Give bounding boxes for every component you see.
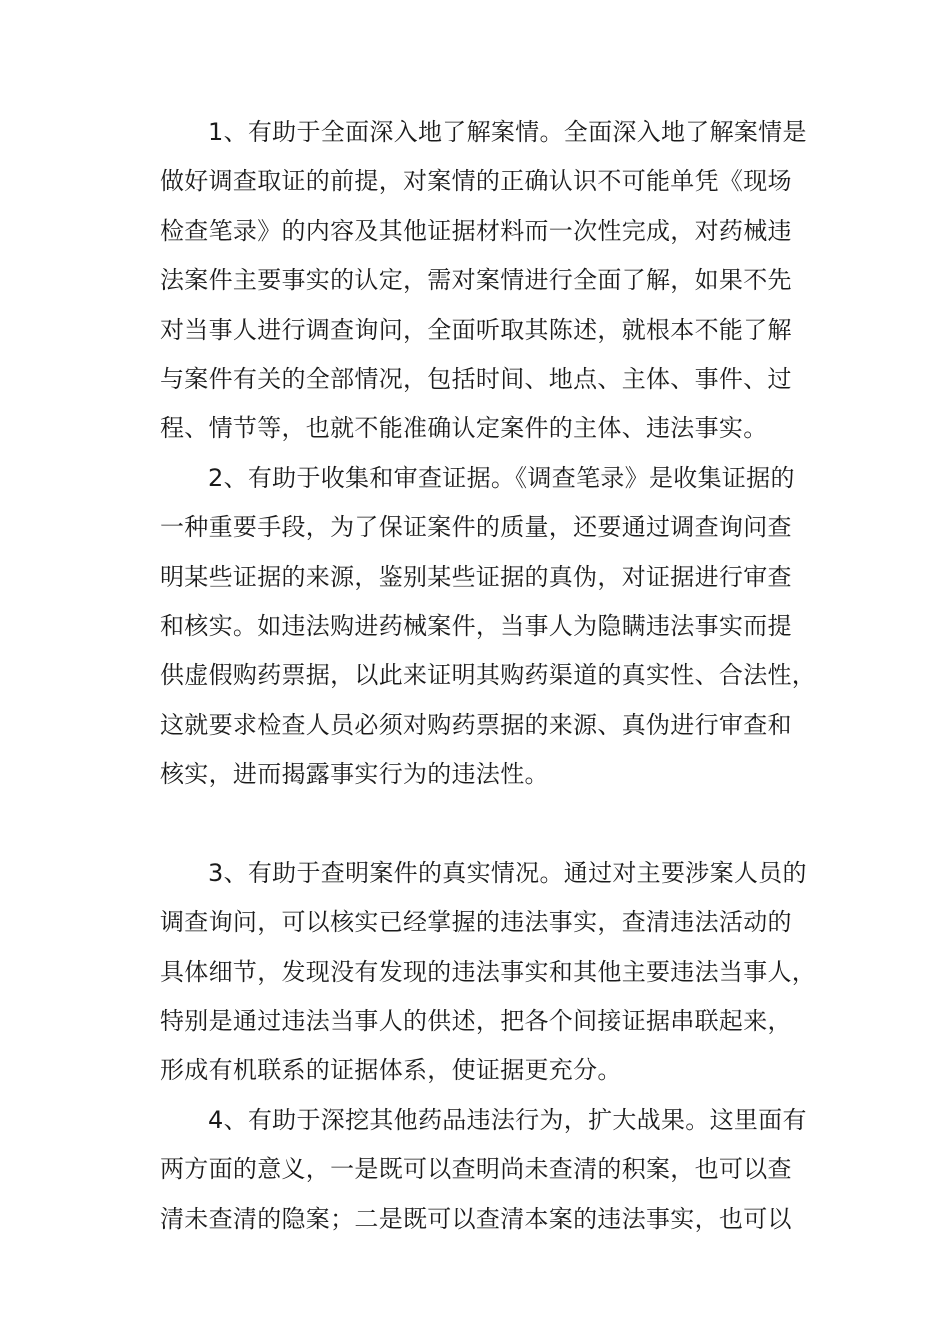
paragraph-line: 特别是通过违法当事人的供述，把各个间接证据串联起来， bbox=[160, 1007, 792, 1036]
paragraph-line: 与案件有关的全部情况，包括时间、地点、主体、事件、过 bbox=[160, 364, 792, 393]
paragraph-line: 调查询问，可以核实已经掌握的违法事实，查清违法活动的 bbox=[160, 908, 792, 937]
paragraph-line: 形成有机联系的证据体系，使证据更充分。 bbox=[160, 1056, 622, 1085]
paragraph-line: 和核实。如违法购进药械案件，当事人为隐瞒违法事实而提 bbox=[160, 611, 792, 640]
paragraph-line: 3、有助于查明案件的真实情况。通过对主要涉案人员的 bbox=[208, 858, 807, 887]
paragraph-line: 4、有助于深挖其他药品违法行为，扩大战果。这里面有 bbox=[208, 1105, 807, 1134]
paragraph-line: 对当事人进行调查询问，全面听取其陈述，就根本不能了解 bbox=[160, 315, 792, 344]
paragraph-line: 程、情节等，也就不能准确认定案件的主体、违法事实。 bbox=[160, 414, 768, 443]
paragraph-line: 做好调查取证的前提，对案情的正确认识不可能单凭《现场 bbox=[160, 167, 792, 196]
paragraph-line: 两方面的意义，一是既可以查明尚未查清的积案，也可以查 bbox=[160, 1155, 792, 1184]
paragraph-line: 核实，进而揭露事实行为的违法性。 bbox=[160, 760, 549, 789]
document-body bbox=[160, 108, 817, 1244]
paragraph-line: 具体细节，发现没有发现的违法事实和其他主要违法当事人， bbox=[160, 957, 817, 986]
paragraph-line bbox=[160, 799, 800, 848]
paragraph-line: 1、有助于全面深入地了解案情。全面深入地了解案情是 bbox=[208, 118, 807, 146]
paragraph-2 bbox=[160, 454, 817, 849]
paragraph-line: 法案件主要事实的认定，需对案情进行全面了解，如果不先 bbox=[160, 266, 792, 295]
paragraph-line: 明某些证据的来源，鉴别某些证据的真伪，对证据进行审查 bbox=[160, 562, 792, 591]
paragraph-4 bbox=[160, 1096, 807, 1244]
paragraph-line: 一种重要手段，为了保证案件的质量，还要通过调查询问查 bbox=[160, 513, 792, 542]
paragraph-line: 供虚假购药票据，以此来证明其购药渠道的真实性、合法性， bbox=[160, 661, 817, 690]
paragraph-line: 清未查清的隐案；二是既可以查清本案的违法事实，也可以 bbox=[160, 1204, 792, 1233]
paragraph-line: 检查笔录》的内容及其他证据材料而一次性完成，对药械违 bbox=[160, 216, 792, 245]
paragraph-1 bbox=[160, 108, 807, 454]
paragraph-line: 2、有助于收集和审查证据。《调查笔录》是收集证据的 bbox=[208, 463, 795, 492]
paragraph-3 bbox=[160, 849, 817, 1096]
paragraph-line: 这就要求检查人员必须对购药票据的来源、真伪进行审查和 bbox=[160, 710, 792, 739]
